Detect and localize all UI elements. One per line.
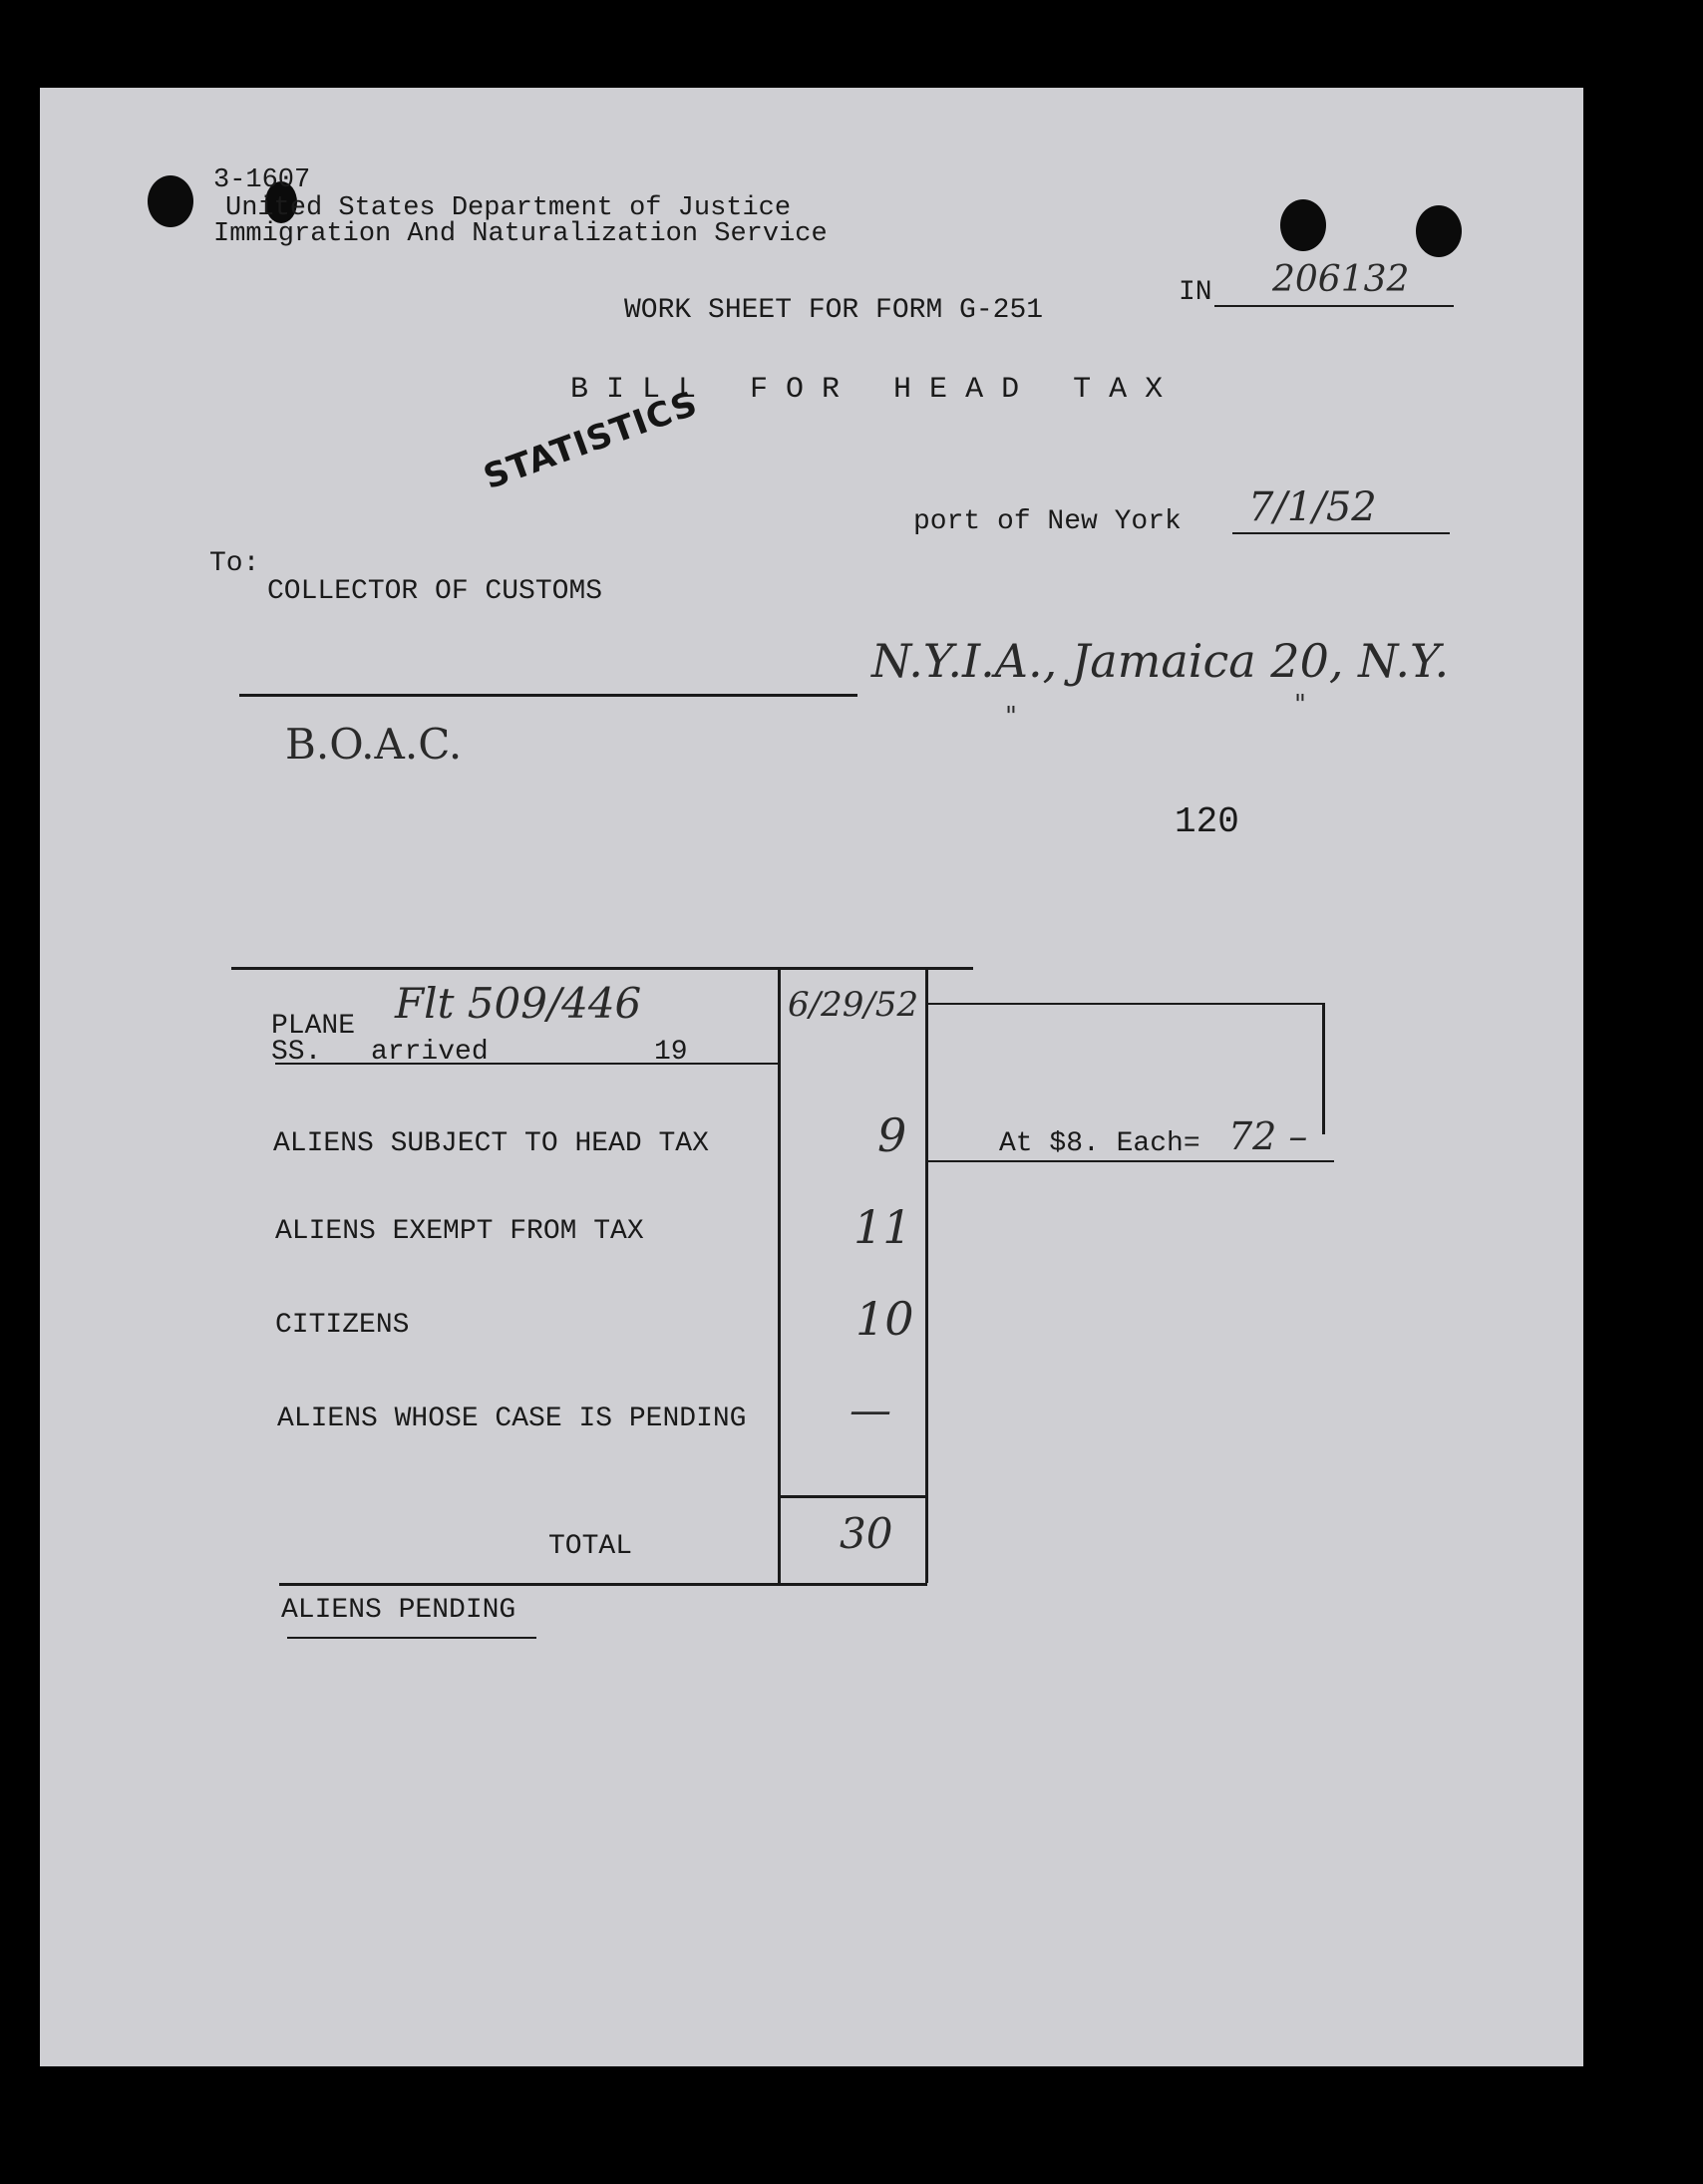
in-label: IN	[1179, 277, 1212, 308]
row-count: 11	[853, 1200, 912, 1254]
rate-underline	[927, 1160, 1334, 1162]
carrier-name: B.O.A.C.	[285, 720, 463, 769]
count-column-right-rule	[925, 967, 928, 1583]
row-label: ALIENS WHOSE CASE IS PENDING	[277, 1404, 747, 1434]
table-top-rule	[231, 967, 973, 970]
department-name: United States Department of Justice	[225, 193, 792, 223]
rate-box-right	[1322, 1003, 1325, 1134]
row-label: CITIZENS	[275, 1310, 410, 1341]
row-label: ALIENS EXEMPT FROM TAX	[275, 1216, 644, 1247]
row-count: 9	[877, 1108, 907, 1162]
aliens-pending-label: ALIENS PENDING	[281, 1595, 516, 1626]
port-date-underline	[1232, 532, 1450, 534]
count-column-left-rule	[778, 967, 781, 1583]
aliens-pending-underline	[287, 1637, 536, 1639]
total-count: 30	[840, 1509, 893, 1558]
service-name: Immigration And Naturalization Service	[213, 219, 828, 249]
location-note: N.Y.I.A., Jamaica 20, N.Y.	[871, 634, 1450, 688]
plane-label: PLANE	[271, 1011, 356, 1042]
port-date: 7/1/52	[1248, 484, 1377, 530]
document-sheet	[40, 88, 1583, 2066]
to-label: To:	[209, 548, 260, 579]
collector-name: COLLECTOR OF CUSTOMS	[267, 576, 603, 607]
address-underline	[239, 694, 857, 697]
statistics-stamp: STATISTICS	[478, 383, 704, 498]
rate-text: At $8. Each=	[999, 1128, 1200, 1159]
reference-number: 120	[1175, 801, 1239, 842]
punch-hole-icon	[148, 175, 193, 227]
row-count: —	[850, 1386, 891, 1434]
ditto-mark: "	[1005, 702, 1017, 732]
row-label: ALIENS SUBJECT TO HEAD TAX	[273, 1128, 709, 1159]
rate-box-top	[927, 1003, 1324, 1005]
table-bottom-rule	[279, 1583, 927, 1586]
plane-value: Flt 509/446	[395, 979, 642, 1028]
punch-hole-icon	[1280, 199, 1326, 251]
ss-label: SS.	[271, 1037, 322, 1068]
total-label: TOTAL	[548, 1531, 633, 1562]
in-number-underline	[1214, 305, 1454, 307]
arrival-date: 6/29/52	[788, 985, 919, 1025]
worksheet-title: WORK SHEET FOR FORM G-251	[624, 295, 1044, 326]
arrived-label: arrived	[371, 1037, 489, 1068]
form-number: 3-1607	[213, 165, 311, 195]
in-number: 206132	[1272, 259, 1410, 300]
port-label: port of New York	[913, 506, 1182, 537]
bill-title: B I L L F O R H E A D T A X	[570, 373, 1164, 407]
ditto-mark: "	[1294, 690, 1306, 720]
row-count: 10	[855, 1292, 914, 1346]
rate-amount: 72 –	[1228, 1114, 1308, 1158]
punch-hole-icon	[1416, 205, 1462, 257]
year-label: 19	[654, 1037, 688, 1068]
total-rule	[778, 1495, 927, 1498]
arrived-underline	[275, 1063, 778, 1065]
